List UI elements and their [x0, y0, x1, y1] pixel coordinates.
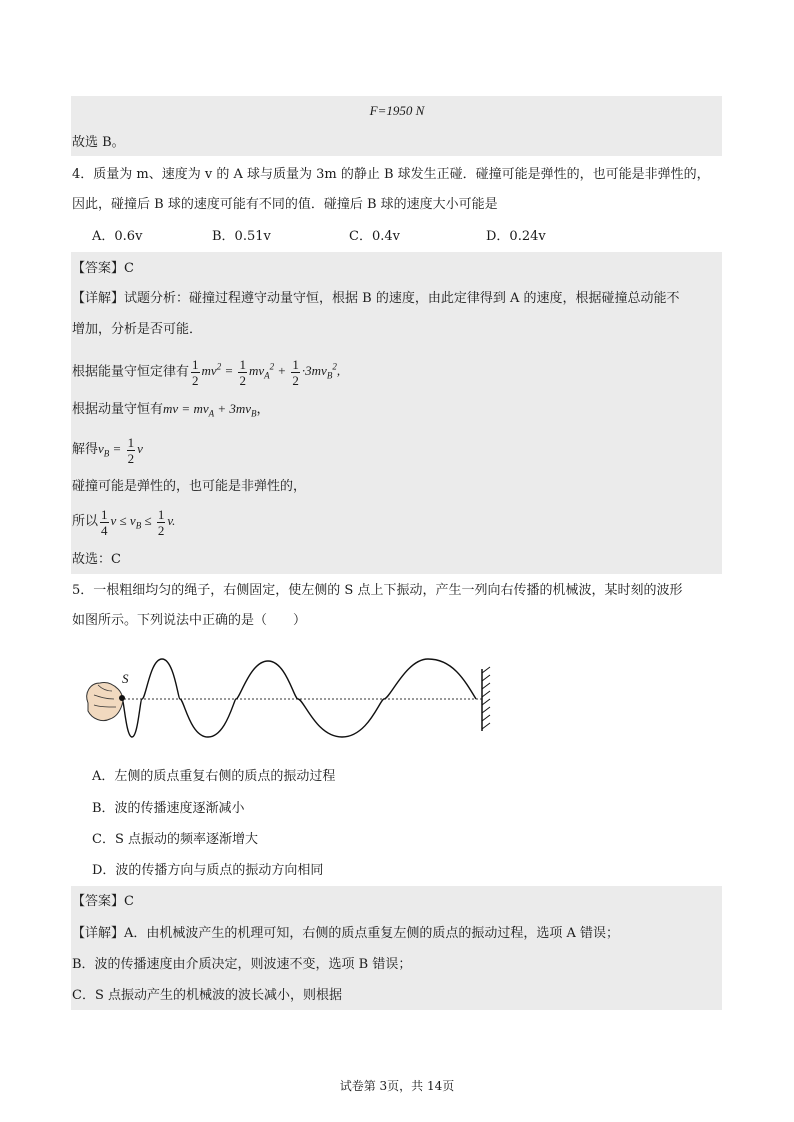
q4-solve-equation: [72, 432, 143, 471]
wave-curve: [122, 659, 476, 737]
q4-collision-note: 碰撞可能是弹性的，也可能是非弹性的，: [72, 479, 307, 494]
momentum-formula: mv = $mv_A + 3mv_B$: [163, 401, 257, 419]
page-footer: 试卷第 3页，共 14页: [339, 1079, 455, 1093]
range-formula: $\frac{1}{4}$ $v \le v_B$ ≤ $\frac{1}{2}$ v.: [101, 506, 176, 538]
q5-option-c: C．S 点振动的频率逐渐增大: [92, 832, 258, 847]
top-formula: F=1950 N: [369, 103, 425, 118]
q5-option-a: A．左侧的质点重复右侧的质点的振动过程: [92, 769, 336, 784]
point-s-label: S: [122, 671, 129, 686]
q5-option-b: B．波的传播速度逐渐减小: [92, 801, 245, 816]
q4-conclusion: 故选：C: [72, 552, 121, 567]
q4-option-a: A．0.6v: [92, 229, 143, 244]
range-prefix: 所以: [72, 514, 99, 529]
q4-momentum-equation: 根据动量守恒有mv = $mv_A + 3mv_B$，: [72, 401, 270, 419]
q5-answer: 【答案】C: [72, 894, 134, 909]
q4-option-c: C．0.4v: [349, 229, 400, 244]
q4-analysis-line1: 【详解】试题分析：碰撞过程遵守动量守恒，根据 B 的速度，由此定律得到 A 的速度，根据碰撞总动能不: [72, 291, 680, 306]
wave-rope-figure: [80, 655, 500, 745]
q5-option-d: D．波的传播方向与质点的振动方向相同: [92, 863, 324, 878]
q5-detail-line1: 【详解】A．由机械波产生的机理可知，右侧的质点重复左侧的质点的振动过程，选项 A 错误；: [72, 926, 620, 941]
momentum-prefix: 根据动量守恒有: [72, 402, 164, 417]
solve-formula: $v_B$ = $\frac{1}{2}$ v: [98, 434, 143, 466]
q5-detail-line3: C．S 点振动产生的机械波的波长减小，则根据: [72, 988, 342, 1003]
solve-prefix: 解得: [72, 442, 99, 457]
q5-stem-line1: 5．一根粗细均匀的绳子，右侧固定，使左侧的 S 点上下振动，产生一列向右传播的机械波，某时刻的波形: [72, 583, 683, 598]
q5-stem-line2: 如图所示。下列说法中正确的是（ ）: [72, 613, 307, 628]
q3-conclusion: 故选 B。: [72, 135, 125, 150]
energy-formula: $\frac{1}{2}$ $mv^2$ = $\frac{1}{2}$ $mv_A^2$ + $\frac{1}{2}$ $\cdot 3mv_B^2$,: [192, 356, 341, 388]
q5-detail-line2: B．波的传播速度由介质决定，则波速不变，选项 B 错误；: [72, 957, 412, 972]
energy-prefix: 根据能量守恒定律有: [72, 364, 190, 380]
q4-option-b: B．0.51v: [212, 229, 271, 244]
q4-stem-line2: 因此，碰撞后 B 球的速度可能有不同的值．碰撞后 B 球的速度大小可能是: [72, 197, 498, 212]
q4-range-inequality: [72, 504, 175, 543]
q4-stem-line1: 4．质量为 m、速度为 v 的 A 球与质量为 3m 的静止 B 球发生正碰．碰撞可能是弹性的，也可能是非弹性的，: [72, 167, 710, 182]
hand-icon: [87, 682, 125, 720]
q4-analysis-line2: 增加，分析是否可能．: [72, 322, 203, 337]
q4-energy-equation: [72, 350, 340, 393]
q4-option-d: D．0.24v: [486, 229, 546, 244]
wall-hatching: [482, 667, 490, 729]
q4-answer: 【答案】C: [72, 261, 134, 276]
